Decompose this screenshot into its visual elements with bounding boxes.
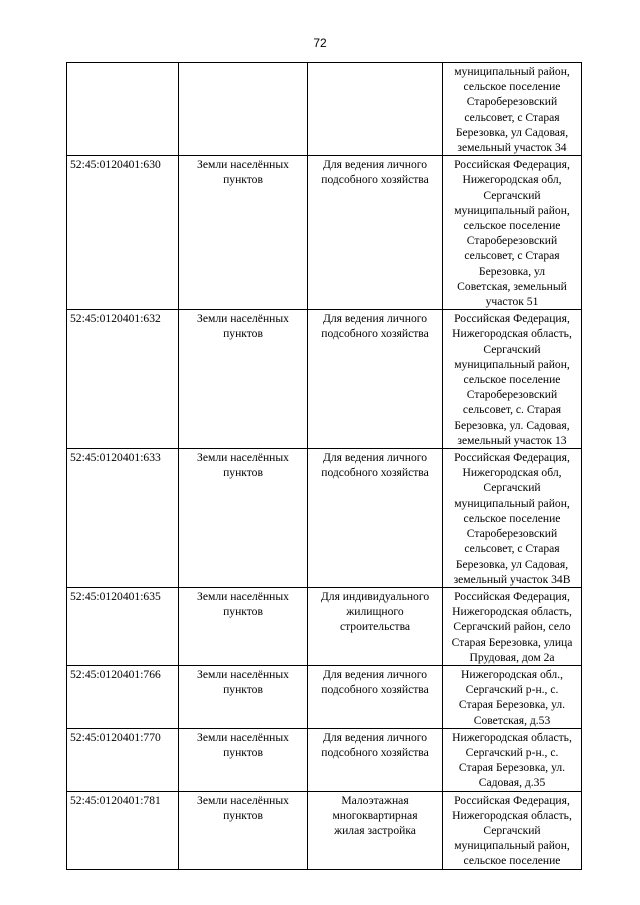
cell-line: Сергачский р-н., с. xyxy=(465,683,559,697)
cell-line: пунктов xyxy=(223,605,263,619)
permitted-use-cell xyxy=(308,310,443,449)
table-row xyxy=(67,310,582,449)
cell-line: Малоэтажная xyxy=(341,793,409,807)
cell-line: Березовка, ул xyxy=(478,264,546,278)
cell-text: 52:45:0120401:630 xyxy=(70,158,161,172)
cell-line: Старая Березовка, ул. xyxy=(458,761,566,775)
cell-line: земельный участок 34В xyxy=(453,572,571,586)
cell-text: 52:45:0120401:766 xyxy=(70,667,161,681)
cell-line: Для ведения личного xyxy=(322,312,428,326)
table-row xyxy=(67,63,582,156)
cell-line: Нижегородская область, xyxy=(452,808,572,822)
address-cell xyxy=(443,791,582,869)
address-cell xyxy=(443,728,582,791)
cell-line: сельское поселение xyxy=(463,219,561,233)
address-cell xyxy=(443,449,582,588)
cell-line: сельсовет, с Старая xyxy=(464,542,560,556)
cell-line: Прудовая, дом 2а xyxy=(469,650,555,664)
cell-line: подсобного хозяйства xyxy=(321,466,429,480)
cell-line: сельское поселение xyxy=(463,511,561,525)
cell-line: сельсовет, с Старая xyxy=(464,249,560,263)
cell-line: пунктов xyxy=(223,808,263,822)
cell-line: Российская Федерация, xyxy=(454,589,570,603)
cell-line: Нижегородская обл, xyxy=(462,466,562,480)
cell-line: Нижегородская область, xyxy=(452,605,572,619)
cell-line: Советская, земельный xyxy=(457,279,567,293)
land-category-cell xyxy=(179,587,308,665)
cell-line: подсобного хозяйства xyxy=(321,173,429,187)
cell-line: Для ведения личного xyxy=(322,730,428,744)
permitted-use-cell xyxy=(308,791,443,869)
cell-line: Земли населённых xyxy=(197,451,289,465)
address-cell xyxy=(443,665,582,728)
permitted-use-cell xyxy=(308,728,443,791)
cell-line: Земли населённых xyxy=(197,667,289,681)
cell-line: Нижегородская обл., xyxy=(461,667,563,681)
address-cell xyxy=(443,63,582,156)
cell-line: Садовая, д.35 xyxy=(478,776,546,790)
land-category-cell xyxy=(179,728,308,791)
cell-line: Сергачский xyxy=(483,481,541,495)
cell-line: сельсовет, с. Старая xyxy=(462,403,562,417)
cell-line: Для ведения личного xyxy=(322,451,428,465)
land-plots-table xyxy=(66,62,582,870)
cell-line: сельское поселение xyxy=(463,854,561,868)
cell-line: Староберезовский xyxy=(466,95,558,109)
permitted-use-cell xyxy=(308,449,443,588)
table-row xyxy=(67,791,582,869)
cell-line: многоквартирная xyxy=(332,808,418,822)
cell-line: жилая застройка xyxy=(334,823,416,837)
table-row xyxy=(67,728,582,791)
cell-text: 52:45:0120401:632 xyxy=(70,312,161,326)
cell-line: муниципальный район, xyxy=(454,203,570,217)
table-body xyxy=(67,63,582,870)
cell-line: Нижегородская обл, xyxy=(462,173,562,187)
address-cell xyxy=(443,156,582,310)
land-category-cell xyxy=(179,791,308,869)
cell-line: Старая Березовка, улица xyxy=(451,635,573,649)
cell-line: Сергачский район, село xyxy=(453,620,571,634)
land-category-cell xyxy=(179,665,308,728)
cell-line: Березовка, ул Садовая, xyxy=(455,125,569,139)
cell-line: Земли населённых xyxy=(197,589,289,603)
land-category-cell xyxy=(179,449,308,588)
cell-line: Староберезовский xyxy=(466,234,558,248)
cadastral-number-cell xyxy=(67,310,179,449)
cell-line: Земли населённых xyxy=(197,312,289,326)
cadastral-number-cell xyxy=(67,791,179,869)
cadastral-number-cell xyxy=(67,449,179,588)
cell-line: Сергачский xyxy=(483,188,541,202)
cell-line: сельское поселение xyxy=(463,80,561,94)
cadastral-number-cell xyxy=(67,156,179,310)
page-number: 72 xyxy=(313,36,327,50)
cell-line: Российская Федерация, xyxy=(454,793,570,807)
cell-line: Земли населённых xyxy=(197,793,289,807)
cell-line: Российская Федерация, xyxy=(454,312,570,326)
cell-line: Нижегородская область, xyxy=(452,730,572,744)
cell-line: земельный участок 13 xyxy=(457,433,567,447)
cell-line: Российская Федерация, xyxy=(454,158,570,172)
cell-line: Старая Березовка, ул. xyxy=(458,698,566,712)
cell-text: 52:45:0120401:633 xyxy=(70,451,161,465)
cell-line: жилищного xyxy=(346,605,404,619)
permitted-use-cell xyxy=(308,156,443,310)
cell-line: пунктов xyxy=(223,683,263,697)
cell-line: Березовка, ул. Садовая, xyxy=(454,418,570,432)
cell-line: пунктов xyxy=(223,745,263,759)
cell-line: Сергачский xyxy=(483,342,541,356)
land-category-cell xyxy=(179,63,308,156)
cell-line: участок 51 xyxy=(485,295,539,309)
cell-line: Земли населённых xyxy=(197,730,289,744)
cell-line: Российская Федерация, xyxy=(454,451,570,465)
cadastral-number-cell xyxy=(67,587,179,665)
cell-line: Сергачский р-н., с. xyxy=(465,745,559,759)
table-row xyxy=(67,665,582,728)
cell-line: строительства xyxy=(339,620,411,634)
cell-line: подсобного хозяйства xyxy=(321,327,429,341)
permitted-use-cell xyxy=(308,587,443,665)
table-row xyxy=(67,587,582,665)
cadastral-number-cell xyxy=(67,63,179,156)
cell-line: сельское поселение xyxy=(463,373,561,387)
cell-line: сельсовет, с Старая xyxy=(464,110,560,124)
table-row xyxy=(67,449,582,588)
cell-line: Для ведения личного xyxy=(322,667,428,681)
cell-line: земельный участок 34 xyxy=(457,141,567,155)
permitted-use-cell xyxy=(308,665,443,728)
land-category-cell xyxy=(179,310,308,449)
cell-line: пунктов xyxy=(223,327,263,341)
cell-line: Староберезовский xyxy=(466,388,558,402)
cadastral-number-cell xyxy=(67,728,179,791)
permitted-use-cell xyxy=(308,63,443,156)
address-cell xyxy=(443,587,582,665)
cell-line: Староберезовский xyxy=(466,527,558,541)
cell-line: муниципальный район, xyxy=(454,839,570,853)
cell-line: пунктов xyxy=(223,173,263,187)
land-category-cell xyxy=(179,156,308,310)
cell-line: муниципальный район, xyxy=(454,357,570,371)
cadastral-number-cell xyxy=(67,665,179,728)
cell-line: Земли населённых xyxy=(197,158,289,172)
cell-line: муниципальный район, xyxy=(454,496,570,510)
cell-line: Советская, д.53 xyxy=(473,713,551,727)
cell-line: пунктов xyxy=(223,466,263,480)
cell-text: 52:45:0120401:781 xyxy=(70,793,161,807)
address-cell xyxy=(443,310,582,449)
cell-line: Нижегородская область, xyxy=(452,327,572,341)
cell-line: Для индивидуального xyxy=(320,589,430,603)
cell-text: 52:45:0120401:635 xyxy=(70,589,161,603)
table-row xyxy=(67,156,582,310)
cell-line: Сергачский xyxy=(483,823,541,837)
cell-line: Березовка, ул Садовая, xyxy=(455,557,569,571)
cell-line: Для ведения личного xyxy=(322,158,428,172)
cell-line: подсобного хозяйства xyxy=(321,683,429,697)
cell-line: подсобного хозяйства xyxy=(321,745,429,759)
cell-line: муниципальный район, xyxy=(454,65,570,78)
cell-text: 52:45:0120401:770 xyxy=(70,730,161,744)
